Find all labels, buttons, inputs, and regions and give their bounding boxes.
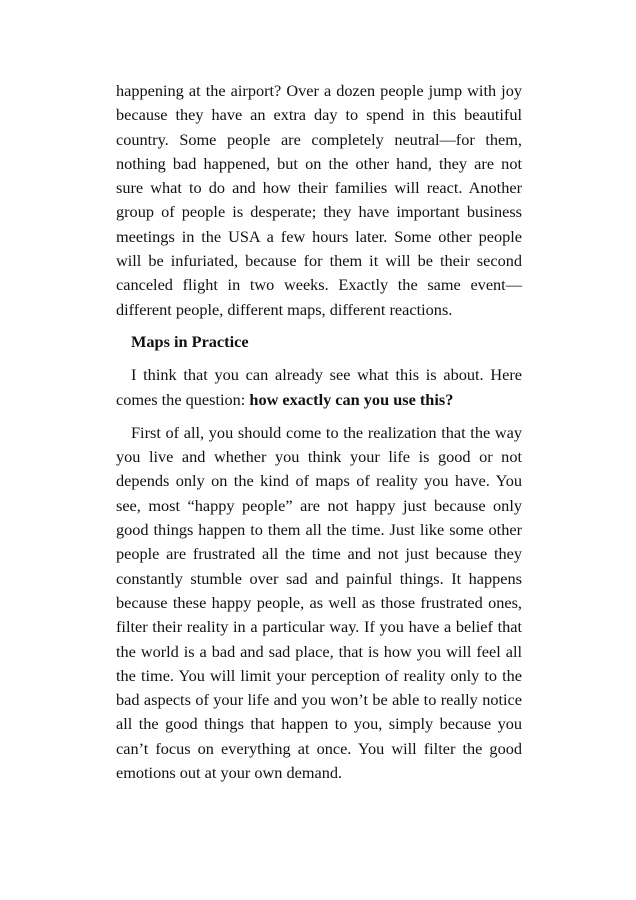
paragraph-airport-reactions: happening at the airport? Over a dozen people jump with joy because they have an extra day to spend in this beautiful country. Some people are completely neutral—for them, nothing bad happened, but on the other hand, they are not sure what to do and how their families will react. Another group of people is desperate; they have important business meetings in the USA a few hours later. Some other people will be infuriated, because for them it will be their second canceled flight in two weeks. Exactly the same event—different people, different maps, different reactions. bbox=[116, 81, 522, 319]
paragraph-question-text: I think that you can already see what this is about. Here comes the question: bbox=[116, 365, 522, 409]
document-page bbox=[116, 79, 522, 785]
paragraph-question bbox=[116, 363, 522, 412]
paragraph-question-bold: how exactly can you use this? bbox=[249, 389, 454, 409]
paragraph-maps-of-reality: First of all, you should come to the realization that the way you live and whether you think your life is good or not depends only on the kind of maps of reality you have. You see, most “happy people” are not happy just because only good things happen to them all the time. Just like some other people are frustrated all the time and not just because they constantly stumble over sad and painful things. It happens because these happy people, as well as those frustrated ones, filter their reality in a particular way. If you have a belief that the world is a bad and sad place, that is how you will feel all the time. You will limit your perception of reality only to the bad aspects of your life and you won’t be able to really notice all the good things that happen to you, simply because you can’t focus on everything at once. You will filter the good emotions out at your own demand. bbox=[116, 422, 522, 783]
section-heading: Maps in Practice bbox=[131, 331, 249, 351]
